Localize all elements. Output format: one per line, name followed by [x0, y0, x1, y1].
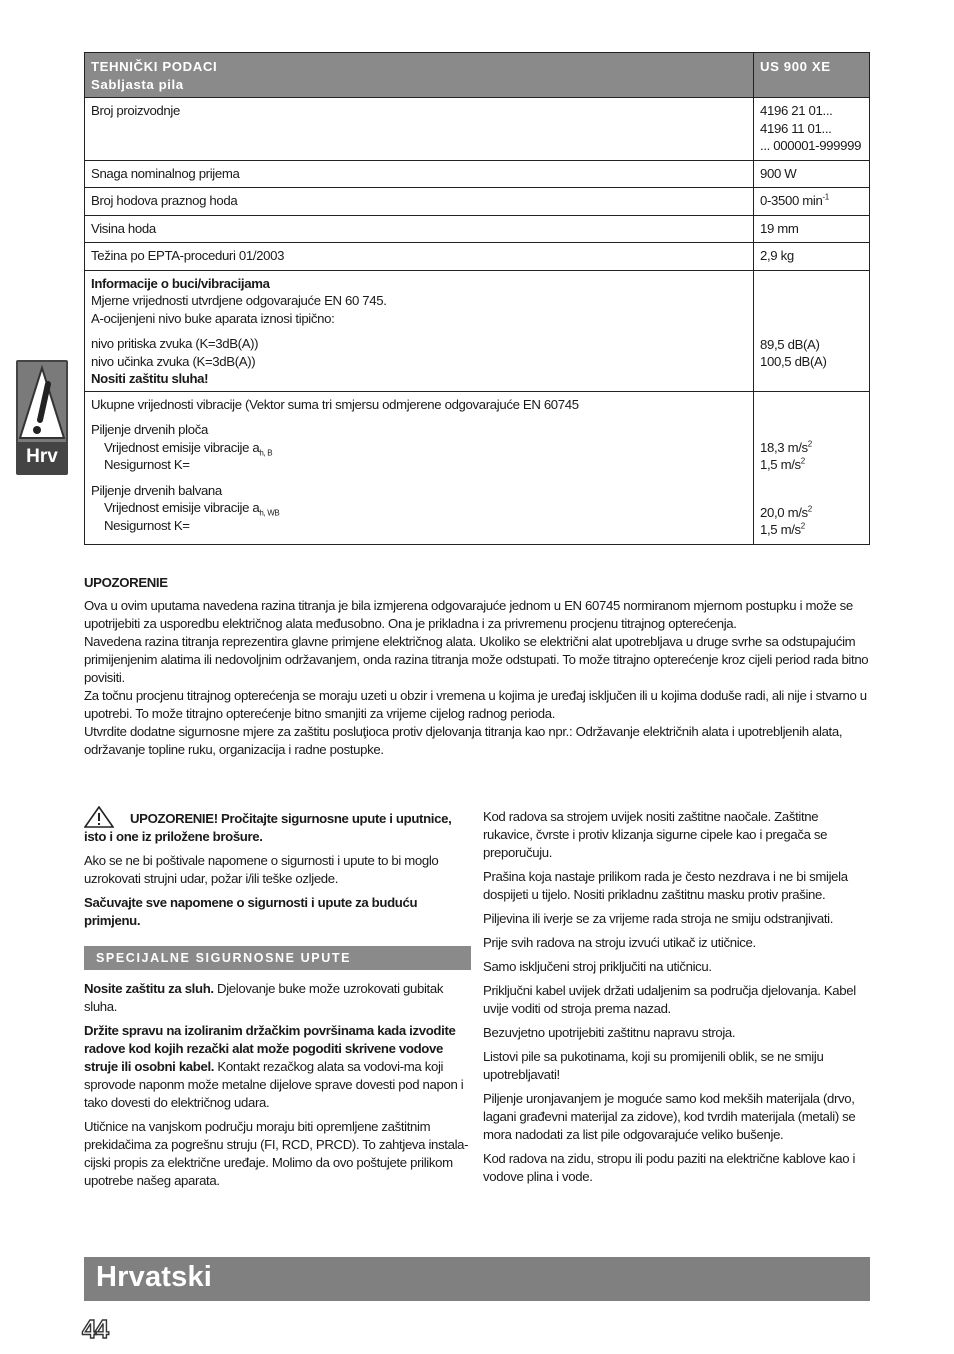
safety-warning-heading: [84, 806, 471, 846]
vibration-subscript: h, B: [259, 448, 273, 458]
value-text: 1,5 m/s: [760, 522, 801, 537]
value-text: 0-3500 min: [760, 193, 823, 208]
paragraph: Piljevina ili iverje se za vrijeme rada stroja ne smiju odstranjivati.: [483, 911, 834, 926]
table-row: [85, 215, 870, 243]
vibration-text: [91, 439, 747, 457]
value-text: 1,5 m/s: [760, 457, 801, 472]
value-superscript: 2: [807, 504, 812, 514]
vibration-label: Vrijednost emisije vibracije a: [104, 500, 260, 515]
table-header-row: [85, 53, 870, 98]
value-superscript: 2: [800, 521, 805, 531]
noise-value: 100,5 dB(A): [760, 354, 827, 369]
paragraph: [84, 1022, 471, 1112]
vibration-text: [91, 499, 747, 517]
left-column: [84, 806, 471, 1196]
paragraph: Kod radova sa strojem uvijek nositi zaštitne naočale. Zaštitne rukavice, čvrste i protiv klizanja sigurne cipele kao i pregača se preporučuju.: [483, 809, 828, 860]
section-heading-bar: SPECIJALNE SIGURNOSNE UPUTE: [84, 946, 471, 970]
section-title: UPOZORENIE: [84, 575, 168, 590]
vibration-text: Nesigurnost K=: [104, 457, 190, 472]
row-value: 19 mm: [754, 215, 870, 243]
row-value: [754, 98, 870, 161]
row-value: 2,9 kg: [754, 243, 870, 271]
row-value: 900 W: [754, 160, 870, 188]
table-row: [85, 243, 870, 271]
paragraph: [84, 980, 471, 1016]
paragraph: Samo isključeni stroj priključiti na utičnicu.: [483, 959, 712, 974]
row-label: Visina hoda: [85, 215, 754, 243]
row-label: Broj hodova praznog hoda: [85, 188, 754, 216]
value-superscript: 2: [800, 456, 805, 466]
vibration-value-cell: [754, 391, 870, 544]
vibration-label-cell: [85, 391, 754, 544]
noise-row: [85, 270, 870, 391]
vibration-intro: Ukupne vrijednosti vibracije (Vektor suma tri smjersu odmjerene odgovarajuće EN 60745: [91, 396, 579, 412]
value-text: 18,3 m/s: [760, 439, 808, 455]
row-label: Broj proizvodnje: [85, 98, 754, 161]
warning-triangle-icon: [84, 806, 114, 828]
paragraph: Ako se ne bi poštivale napomene o sigurnosti i upute to bi moglo uzrokovati strujni udar, požar i/ili teške ozljede.: [84, 853, 439, 886]
row-label: Snaga nominalnog prijema: [85, 160, 754, 188]
technical-data-table: [84, 52, 870, 545]
warning-exclamation-icon: [18, 362, 66, 442]
language-footer-bar: [84, 1257, 870, 1301]
paragraph: Prije svih radova na stroju izvući utikač iz utičnice.: [483, 935, 756, 950]
heading-text: UPOZORENIE! Pročitajte sigurnosne upute i uputnice, isto i one iz priložene brošure.: [84, 811, 452, 844]
noise-text: A-ocijenjeni nivo buke aparata iznosi tipično:: [91, 310, 335, 326]
body-text: Kontakt rezačkog alata sa vodovi-ma koji sprovode naponm može metalne dijelove sprave dovesti pod napon i tako dovesti do električnog udara.: [84, 1059, 464, 1110]
vibration-group-title: Piljenje drvenih ploča: [91, 422, 208, 437]
paragraph: Utičnice na vanjskom području moraju biti opremljene zaštitnim prekidačima za pogrešnu struju (FI, RCD, PRCD). To zahtjeva instala-cijski propis za električne uređaje. Molimo da ovo poštujete prilikom upotrebe našeg aparata.: [84, 1119, 469, 1188]
header-title-line: TEHNIČKI PODACI: [91, 59, 218, 74]
value-superscript: -1: [822, 192, 829, 202]
row-value: [754, 188, 870, 216]
noise-text: Mjerne vrijednosti utvrdjene odgovarajuće EN 60 745.: [91, 293, 387, 308]
table-header-model: US 900 XE: [754, 53, 870, 98]
table-row: [85, 188, 870, 216]
paragraph: Listovi pile sa pukotinama, koji su promijenili oblik, se ne smiju upotrebljavati!: [483, 1049, 824, 1082]
noise-title: Informacije o buci/vibracijama: [91, 275, 270, 291]
noise-text: nivo pritiska zvuka (K=3dB(A)): [91, 336, 259, 351]
paragraph: Sačuvajte sve napomene o sigurnosti i upute za buduću primjenu.: [84, 895, 418, 928]
noise-label-cell: [85, 270, 754, 391]
row-label: Težina po EPTA-proceduri 01/2003: [85, 243, 754, 271]
value-line: ... 000001-999999: [760, 138, 862, 153]
paragraph: Bezuvjetno upotrijebiti zaštitnu napravu stroja.: [483, 1025, 736, 1040]
paragraph: Ova u ovim uputama navedena razina titranja je bila izmjerena odgovarajuće jednom u EN 60745 normiranom mjernom postupku i može se upotrijebiti za usporedbu električnog alata međusobno. Ona je prikladna i za privremenu procjenu titrajnog opterećenja.: [84, 598, 853, 631]
vibration-value: [760, 439, 863, 457]
paragraph: Priključni kabel uvijek držati udaljenim sa područja djelovanja. Kabel uvije voditi od stroja prema nazad.: [483, 983, 856, 1016]
value-text: 20,0 m/s: [760, 504, 808, 520]
language-side-tab: [16, 360, 68, 475]
language-label: Hrv: [26, 446, 58, 467]
bold-text: Držite spravu na izoliranim držačkim površinama kada izvodite radove kod kojih rezački alat može pogoditi skrivene vodove struje ili osobni kabel.: [84, 1023, 456, 1074]
header-subtitle-line: Sabljasta pila: [91, 76, 184, 92]
vibration-value: [760, 504, 863, 522]
vibration-value: [760, 456, 863, 474]
vibration-value: [760, 521, 863, 539]
bold-text: Nosite zaštitu za sluh.: [84, 981, 214, 996]
noise-text: nivo učinka zvuka (K=3dB(A)): [91, 353, 256, 369]
value-line: 4196 21 01...: [760, 103, 833, 118]
page-number: 44: [82, 1314, 107, 1344]
vibration-group-title: Piljenje drvenih balvana: [91, 482, 222, 498]
paragraph: Utvrdite dodatne sigurnosne mjere za zaštitu posluţioca protiv djelovanja titranja kao npr.: Održavanje električnih alata i upotrebljenih alata, održavanje topline ruku, organizacija i radne postupke.: [84, 724, 843, 757]
table-header-title: [85, 53, 754, 98]
paragraph: Kod radova na zidu, stropu ili podu paziti na električne kablove kao i vodove plina i vode.: [483, 1151, 856, 1184]
table-row: [85, 98, 870, 161]
paragraph: Prašina koja nastaje prilikom rada je često nezdrava i ne bi smijela dospijeti u tijelo. Nositi prikladnu zaštitnu masku protiv prašine.: [483, 869, 848, 902]
vibration-warning-section: [84, 574, 870, 759]
noise-warning: Nositi zaštitu sluha!: [91, 371, 209, 386]
value-line: 4196 11 01...: [760, 120, 832, 136]
table-row: [85, 160, 870, 188]
vibration-subscript: h, WB: [259, 508, 280, 518]
paragraph: Za točnu procjenu titrajnog opterećenja se moraju uzeti u obzir i vremena u kojima je uređaj isključen ili u kojima doduše radi, ali nije i stvarno u upotrebi. To može titrajno opterećenje bitno smanjiti za vrijeme cijelog radnog perioda.: [84, 688, 867, 721]
noise-value-cell: [754, 270, 870, 391]
vibration-text: Nesigurnost K=: [104, 517, 190, 533]
vibration-label: Vrijednost emisije vibracije a: [104, 439, 260, 455]
footer-language: Hrvatski: [96, 1261, 213, 1293]
paragraph: Navedena razina titranja reprezentira glavne primjene električnog alata. Ukoliko se električni alat upotrebljava u druge svrhe sa odstupajućim primijenjenim alatima ili nedovoljnim održavanjem, onda razina titranja može odstupati. To može titrajno opterećenje kroz cijeli period rada bitno povisiti.: [84, 634, 869, 685]
value-superscript: 2: [807, 439, 812, 449]
noise-value: 89,5 dB(A): [760, 336, 820, 352]
vibration-row: [85, 391, 870, 544]
body-text: Djelovanje buke može uzrokovati gubitak sluha.: [84, 981, 444, 1014]
right-column: [483, 808, 870, 1192]
paragraph: Piljenje uronjavanjem je moguće samo kod mekših materijala (drvo, lagani građevni materijal za zidove), kod tvrdih materijala (metali) se mora nadodati za list pile odgovarajuće veliko bušenje.: [483, 1091, 856, 1142]
